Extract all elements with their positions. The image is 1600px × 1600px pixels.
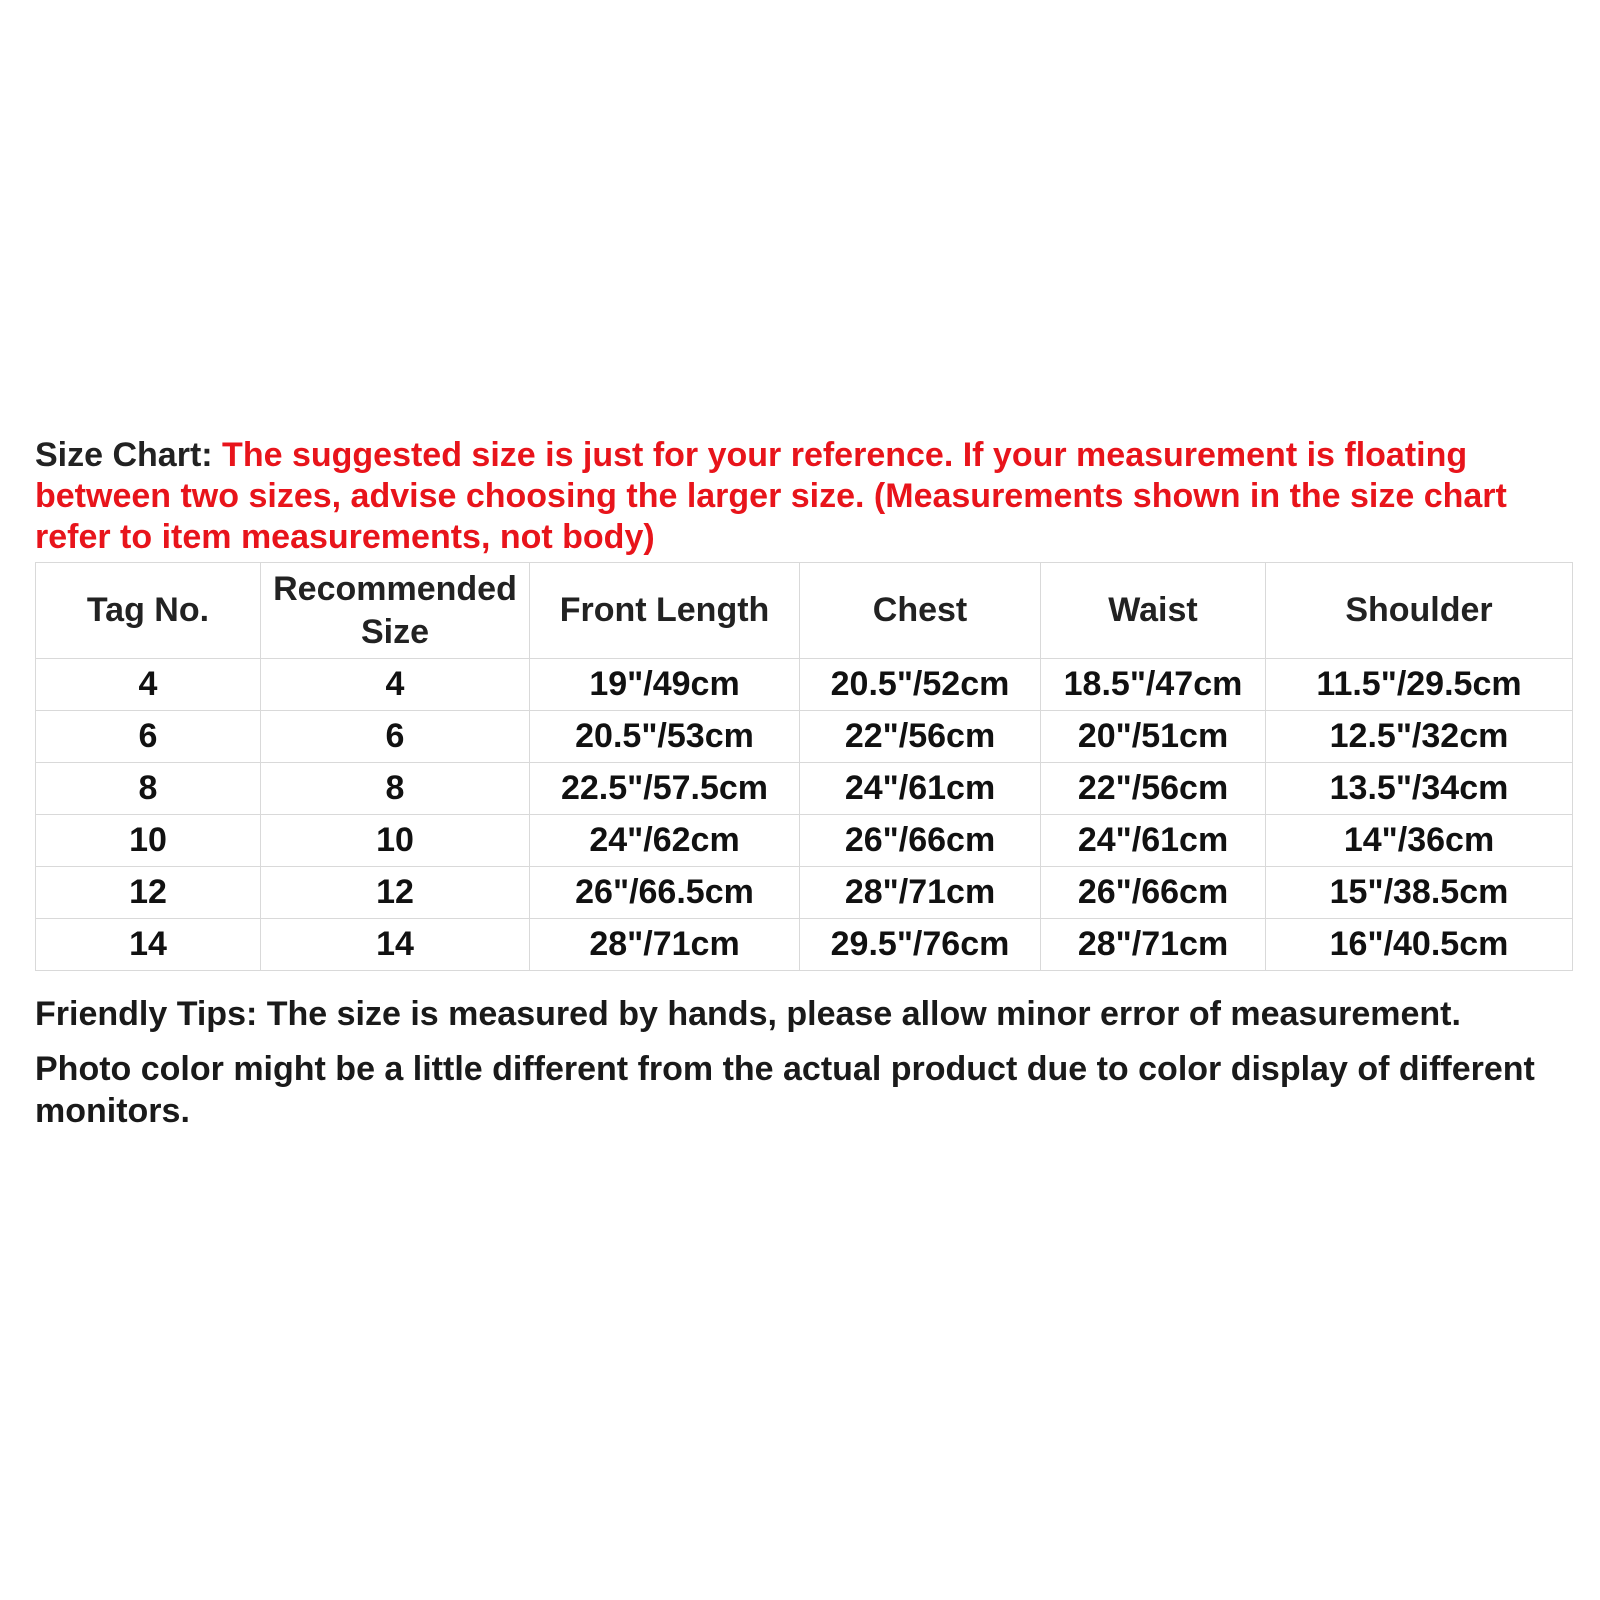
- cell-shoulder: 11.5"/29.5cm: [1266, 659, 1573, 711]
- cell-recommended-size: 6: [261, 711, 530, 763]
- cell-chest: 29.5"/76cm: [800, 919, 1041, 971]
- cell-waist: 20"/51cm: [1041, 711, 1266, 763]
- tips-line-measurement: Friendly Tips: The size is measured by hands, please allow minor error of measurement.: [35, 995, 1461, 1033]
- cell-front-length: 20.5"/53cm: [530, 711, 800, 763]
- table-row: [36, 867, 1573, 919]
- cell-front-length: 19"/49cm: [530, 659, 800, 711]
- header-chest: Chest: [800, 563, 1041, 659]
- cell-recommended-size: 10: [261, 815, 530, 867]
- cell-recommended-size: 4: [261, 659, 530, 711]
- size-chart-title: Size Chart:: [35, 436, 223, 474]
- size-chart-note: The suggested size is just for your reference. If your measurement is floating between two sizes, advise choosing the larger size. (Measurements shown in the size chart refer to item measurements, not body): [35, 436, 1507, 556]
- cell-front-length: 22.5"/57.5cm: [530, 763, 800, 815]
- cell-waist: 28"/71cm: [1041, 919, 1266, 971]
- cell-waist: 26"/66cm: [1041, 867, 1266, 919]
- header-tag-no: Tag No.: [36, 563, 261, 659]
- cell-tag-no: 14: [36, 919, 261, 971]
- header-waist: Waist: [1041, 563, 1266, 659]
- cell-chest: 28"/71cm: [800, 867, 1041, 919]
- size-chart-section: [35, 435, 1575, 1145]
- cell-waist: 24"/61cm: [1041, 815, 1266, 867]
- cell-tag-no: 10: [36, 815, 261, 867]
- cell-shoulder: 16"/40.5cm: [1266, 919, 1573, 971]
- cell-tag-no: 6: [36, 711, 261, 763]
- cell-shoulder: 13.5"/34cm: [1266, 763, 1573, 815]
- cell-chest: 22"/56cm: [800, 711, 1041, 763]
- cell-waist: 18.5"/47cm: [1041, 659, 1266, 711]
- table-row: [36, 659, 1573, 711]
- table-row: [36, 919, 1573, 971]
- cell-shoulder: 14"/36cm: [1266, 815, 1573, 867]
- table-row: [36, 763, 1573, 815]
- cell-shoulder: 12.5"/32cm: [1266, 711, 1573, 763]
- cell-tag-no: 12: [36, 867, 261, 919]
- header-front-length: Front Length: [530, 563, 800, 659]
- tips-line-color: Photo color might be a little different from the actual product due to color display of different monitors.: [35, 1050, 1535, 1130]
- cell-chest: 24"/61cm: [800, 763, 1041, 815]
- cell-waist: 22"/56cm: [1041, 763, 1266, 815]
- cell-recommended-size: 12: [261, 867, 530, 919]
- header-shoulder: Shoulder: [1266, 563, 1573, 659]
- size-table: [35, 562, 1573, 971]
- cell-chest: 26"/66cm: [800, 815, 1041, 867]
- cell-front-length: 26"/66.5cm: [530, 867, 800, 919]
- cell-chest: 20.5"/52cm: [800, 659, 1041, 711]
- cell-tag-no: 4: [36, 659, 261, 711]
- cell-recommended-size: 14: [261, 919, 530, 971]
- cell-shoulder: 15"/38.5cm: [1266, 867, 1573, 919]
- size-chart-heading: [35, 435, 1575, 558]
- table-row: [36, 711, 1573, 763]
- cell-front-length: 24"/62cm: [530, 815, 800, 867]
- header-recommended-size: Recommended Size: [261, 563, 530, 659]
- table-row: [36, 815, 1573, 867]
- cell-tag-no: 8: [36, 763, 261, 815]
- table-header-row: [36, 563, 1573, 659]
- friendly-tips: [35, 993, 1575, 1132]
- cell-recommended-size: 8: [261, 763, 530, 815]
- cell-front-length: 28"/71cm: [530, 919, 800, 971]
